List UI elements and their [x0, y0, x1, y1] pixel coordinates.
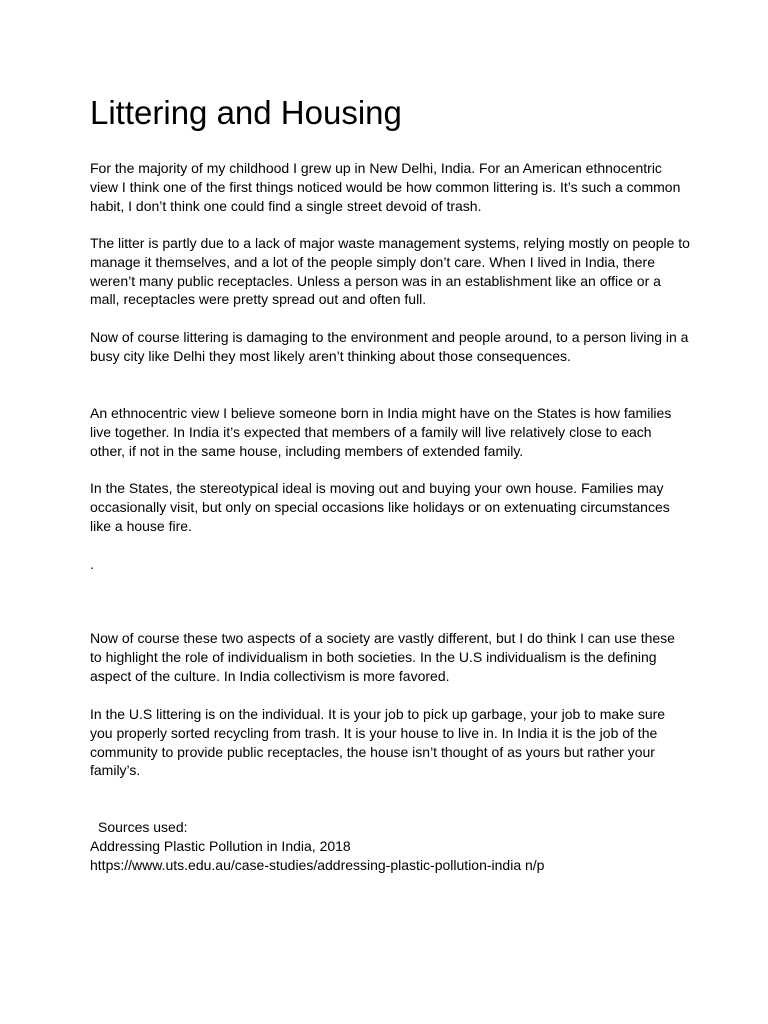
paragraph-littering-intro: For the majority of my childhood I grew up in New Delhi, India. For an American ethnocentric view I think one of the first things noticed would be how common littering is. It’s such a common habit, I don’t think one could find a single street devoid of trash. [90, 160, 681, 214]
paragraph-comparison: In the U.S littering is on the individual. It is your job to pick up garbage, your job to make sure you properly sorted recycling from trash. It is your house to live in. In India it is the job of the community to provide public receptacles, the house isn’t thought of as yours but rather your family’s. [90, 706, 666, 779]
source-entry-url: https://www.uts.edu.au/case-studies/addressing-plastic-pollution-india n/p [90, 856, 545, 873]
paragraph-waste-management: The litter is partly due to a lack of major waste management systems, relying mostly on people to manage it themselves, and a lot of the people simply don’t care. When I lived in India, there weren’t many public receptacles. Unless a person was in an establishment like an office or a mall, receptacles were pretty spread out and often full. [90, 235, 690, 308]
paragraph-states-housing: In the States, the stereotypical ideal is moving out and buying your own house. Families may occasionally visit, but only on special occasions like holidays or on extenuating circumstances like a house fire. [90, 480, 670, 534]
sources-label: Sources used: [98, 819, 188, 835]
paragraph-family-living: An ethnocentric view I believe someone born in India might have on the States is how families live together. In India it’s expected that members of a family will live relatively close to each other, if not in the same house, including members of extended family. [90, 405, 672, 459]
paragraph-individualism: Now of course these two aspects of a society are vastly different, but I do think I can use these to highlight the role of individualism in both societies. In the U.S individualism is the defining aspect of the culture. In India collectivism is more favored. [90, 630, 675, 684]
source-entry-title: Addressing Plastic Pollution in India, 2018 [90, 837, 351, 854]
paragraph-littering-consequences: Now of course littering is damaging to the environment and people around, to a person living in a busy city like Delhi they most likely aren’t thinking about those consequences. [90, 329, 689, 364]
sources-section [90, 818, 690, 874]
paragraph-dot: . [90, 556, 94, 572]
document-title: Littering and Housing [90, 94, 402, 131]
